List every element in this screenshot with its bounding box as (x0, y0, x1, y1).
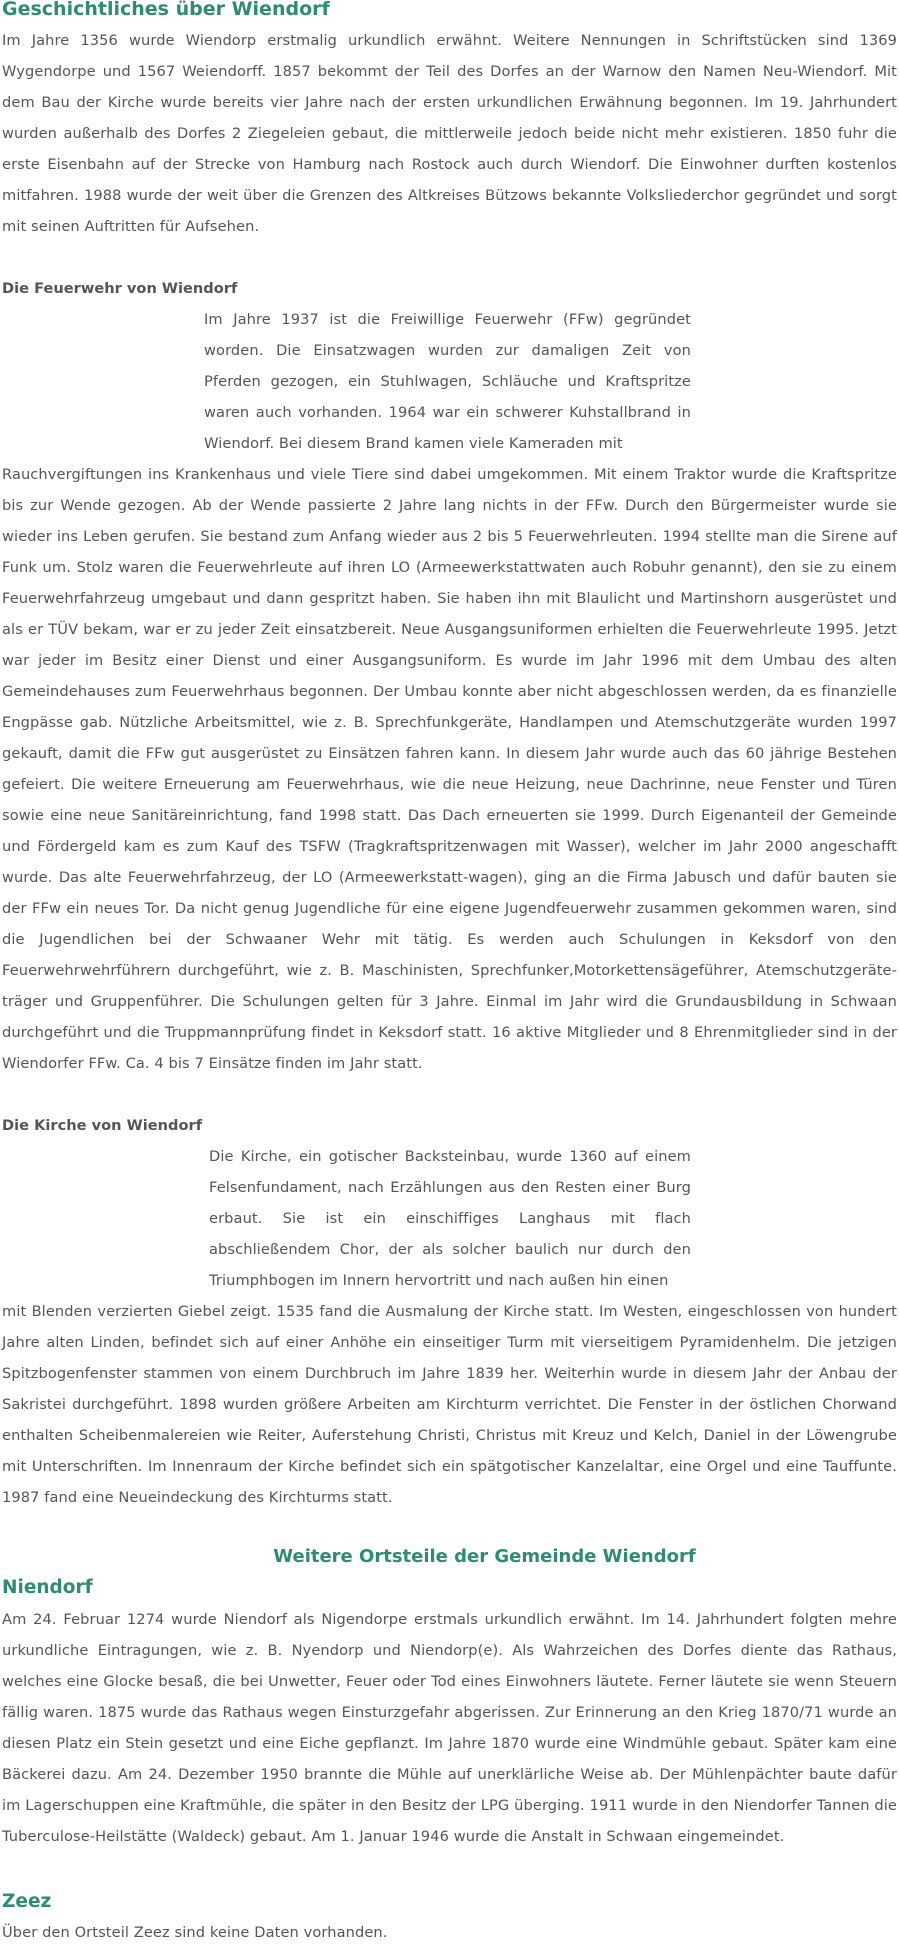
niendorf-text: Am 24. Februar 1274 wurde Niendorf als Nigendorpe erstmals urkundlich erwähnt. Im 14. Jahrhundert folgten mehre urkundliche Eintragungen, wie z. B. Nyendorp und Niendorp(e). Als Wahrzeichen des Dorfes diente das Rathaus, welches eine Glocke besaß, die bei Unwetter, Feuer oder Tod eines Einwohners läutete. Ferner läutete sie wenn Steuern fällig waren. 1875 wurde das Rathaus wegen Einsturzgefahr abgerissen. Zur Erinnerung an den Krieg 1870/71 wurde an diesen Platz ein Stein gesetzt und eine Eiche gepflanzt. Im Jahre 1870 wurde eine Windmühle gebaut. Später kam eine Bäckerei dazu. Am 24. Dezember 1950 brannte die Mühle auf unerklärliche Weise ab. Der Mühlenpächter baute dafür im Lagerschuppen eine Kraftmühle, die später in den Besitz der LPG überging. 1911 wurde in den Niendorfer Tannen die Tuberculose-Heilstätte (Waldeck) gebaut. Am 1. Januar 1946 wurde die Anstalt in Schwaan eingemeindet. (2, 1611, 897, 1845)
spacer (2, 242, 897, 273)
church-title: Die Kirche von Wiendorf (2, 1117, 203, 1134)
history-text: Im Jahre 1356 wurde Wiendorp erstmalig urkundlich erwähnt. Weitere Nennungen in Schriftstücken sind 1369 Wygendorpe und 1567 Weiendorff. 1857 bekommt der Teil des Dorfes an der Warnow den Namen Neu-Wiendorf. Mit dem Bau der Kirche wurde bereits vier Jahre nach der ersten urkundlichen Erwähnung begonnen. Im 19. Jahrhundert wurden außerhalb des Dorfes 2 Ziegeleien gebaut, die mittlerweile jedoch beide nicht mehr existieren. 1850 fuhr die erste Eisenbahn auf der Strecke von Hamburg nach Rostock auch durch Wiendorf. Die Einwohner durften kostenlos mitfahren. 1988 wurde der weit über die Grenzen des Altkreises Bützows bekannte Volksliederchor gegründet und sorgt mit seinen Auftritten für Aufsehen. (2, 32, 897, 235)
districts-title: Weitere Ortsteile der Gemeinde Wiendorf (273, 1546, 696, 1567)
zeez-text: Über den Ortsteil Zeez sind keine Daten vorhanden. (2, 1924, 388, 1941)
history-title: Geschichtliches über Wiendorf (2, 0, 330, 20)
spacer (2, 1513, 897, 1538)
fire-brigade-text: Rauchvergiftungen ins Krankenhaus und viele Tiere sind dabei umgekommen. Mit einem Traktor wurde die Kraftspritze bis zur Wende gezogen. Ab der Wende passierte 2 Jahre lang nichts in der FFw. Durch den Bürgermeister wurde sie wieder ins Leben gerufen. Sie bestand zum Anfang wieder aus 2 bis 5 Feuerwehrleuten. 1994 stellte man die Sirene auf Funk um. Stolz waren die Feuerwehrleute auf ihren LO (Armeewerkstattwaten auch Robuhr genannt), den sie zu einem Feuerwehrfahrzeug umgebaut und dann gespritzt haben. Sie haben ihn mit Blaulicht und Martinshorn ausgerüstet und als er TÜV bekam, war er zu jeder Zeit einsatzbereit. Neue Ausgangsuniformen erhielten die Feuerwehrleute 1995. Jetzt war jeder im Besitz einer Dienst und einer Ausgangsuniform. Es wurde im Jahr 1996 mit dem Umbau des alten Gemeindehauses zum Feuerwehrhaus begonnen. Der Umbau konnte aber nicht abgeschlossen werden, da es finanzielle Engpässe gab. Nützliche Arbeitsmittel, wie z. B. Sprechfunkgeräte, Handlampen und Atemschutzgeräte wurden 1997 gekauft, damit die FFw gut ausgerüstet zu Einsätzen fahren kann. In diesem Jahr wurde auch das 60 jährige Bestehen gefeiert. Die weitere Erneuerung am Feuerwehrhaus, wie die neue Heizung, neue Dachrinne, neue Fenster und Türen sowie eine neue Sanitäreinrichtung, fand 1998 statt. Das Dach erneuerten sie 1999. Durch Eigenanteil der Gemeinde und Fördergeld kam es zum Kauf des TSFW (Tragkraftspritzenwagen mit Wasser), welcher im Jahr 2000 angeschafft wurde. Das alte Feuerwehrfahrzeug, der LO (Armeewerkstatt-wagen), ging an die Firma Jabusch und dafür bauten sie der FFw ein neues Tor. Da nicht genug Jugendliche für eine eigene Jugendfeuerwehr zusammen gekommen waren, sind die Jugendlichen bei der Schwaaner Wehr mit tätig. Es werden auch Schulungen in Keksdorf von den Feuerwehrwehrführern durchgeführt, wie z. B. Maschinisten, Sprechfunker,Motorkettensägeführer, Atemschutzgeräte-träger und Gruppenführer. Die Schulungen gelten für 3 Jahre. Einmal im Jahr wird die Grundausbildung in Schwaan durchgeführt und die Truppmannprüfung findet in Keksdorf statt. 16 aktive Mitglieder und 8 Ehrenmitglieder sind in der Wiendorfer FFw. Ca. 4 bis 7 Einsätze finden im Jahr statt. (2, 466, 897, 1072)
fire-brigade-intro: Im Jahre 1937 ist die Freiwillige Feuerwehr (FFw) gegründet worden. Die Einsatzwagen wurden zur damaligen Zeit von Pferden gezogen, ein Stuhlwagen, Schläuche und Kraftspritze waren auch vorhanden. 1964 war ein schwerer Kuhstallbrand in Wiendorf. Bei diesem Brand kamen viele Kameraden mit (204, 311, 691, 452)
church-text: mit Blenden verzierten Giebel zeigt. 1535 fand die Ausmalung der Kirche statt. Im Westen, eingeschlossen von hundert Jahre alten Linden, befindet sich auf einer Anhöhe ein einseitiger Turm mit vierseitigem Pyramidenhelm. Die jetzigen Spitzbogenfenster stammen von einem Durchbruch im Jahre 1839 her. Weiterhin wurde in diesem Jahr der Anbau der Sakristei durchgeführt. 1898 wurden größere Arbeiten am Kirchturm verrichtet. Die Fenster in der östlichen Chorwand enthalten Scheibenmalereien wie Reiter, Auferstehung Christi, Christus mit Kreuz und Kelch, Daniel in der Löwengrube mit Unterschriften. Im Innenraum der Kirche befindet sich ein spätgotischer Kanzelaltar, eine Orgel und eine Tauffunte. 1987 fand eine Neueindeckung des Kirchturms statt. (2, 1303, 897, 1506)
spacer (2, 1079, 897, 1110)
fire-brigade-intro-block (2, 304, 691, 459)
fire-brigade-title: Die Feuerwehr von Wiendorf (2, 280, 238, 297)
niendorf-title: Niendorf (2, 1577, 93, 1598)
spacer (2, 1852, 897, 1883)
church-intro-block (2, 1141, 691, 1296)
zeez-title: Zeez (2, 1891, 52, 1912)
church-intro: Die Kirche, ein gotischer Backsteinbau, wurde 1360 auf einem Felsenfundament, nach Erzählungen aus den Resten einer Burg erbaut. Sie ist ein einschiffiges Langhaus mit flach abschließendem Chor, der als solcher baulich nur durch den Triumphbogen im Innern hervortritt und nach außen hin einen (209, 1148, 691, 1289)
